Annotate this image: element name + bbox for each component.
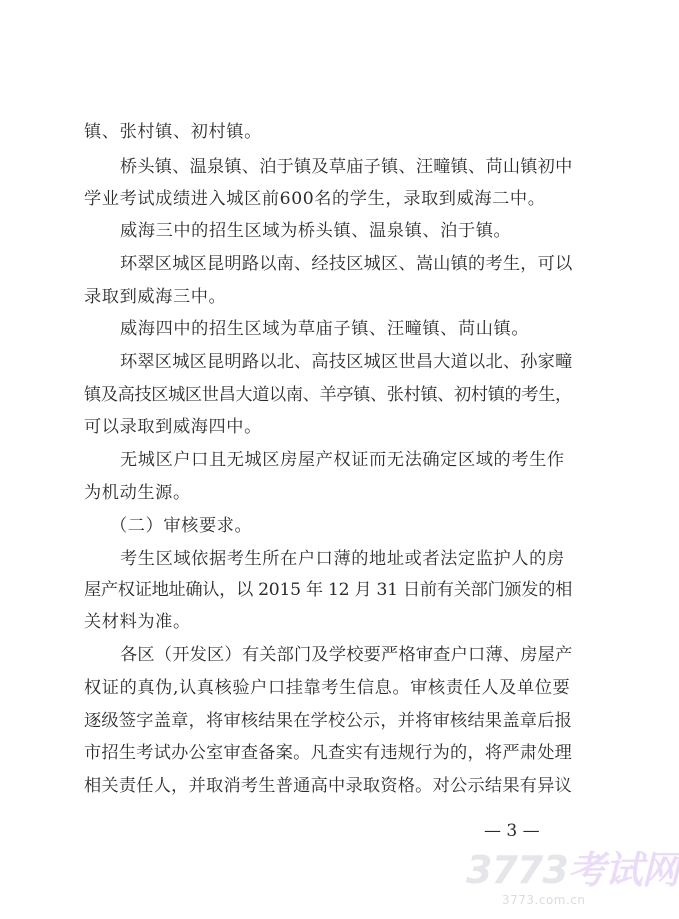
text-line: 环翠区城区昆明路以北、高技区城区世昌大道以北、孙家疃 <box>120 352 573 372</box>
text-line: 无城区户口且无城区房屋产权证而无法确定区域的考生作 <box>120 450 565 470</box>
text-line: 各区（开发区）有关部门及学校要严格审查户口薄、房屋产 <box>120 645 573 665</box>
text-line: 权证的真伪,认真核验户口挂靠考生信息。审核责任人及单位要 <box>84 678 571 698</box>
text-line: 为机动生源。 <box>84 483 191 503</box>
text-line: 镇、张村镇、初村镇。 <box>84 122 262 142</box>
text-line: 环翠区城区昆明路以南、经技区城区、嵩山镇的考生，可以 <box>120 254 573 274</box>
section-heading: （二）审核要求。 <box>110 516 253 536</box>
page-number: — 3 — <box>484 821 540 841</box>
text-line: 学业考试成绩进入城区前600名的学生，录取到威海二中。 <box>84 189 546 209</box>
text-line: 可以录取到威海四中。 <box>84 417 262 437</box>
text-line: 相关责任人，并取消考生普通高中录取资格。对公示结果有异议 <box>84 776 573 796</box>
text-line: 镇及高技区城区世昌大道以南、羊亭镇、张村镇、初村镇的考生， <box>84 385 572 405</box>
text-line: 关材料为准。 <box>84 612 191 632</box>
site-watermark <box>466 848 679 911</box>
watermark-url: 3773.com.cn <box>502 893 586 907</box>
watermark-digits: 3773 <box>466 848 568 892</box>
text-line: 威海三中的招生区域为桥头镇、温泉镇、泊于镇。 <box>120 221 512 241</box>
text-line: 桥头镇、温泉镇、泊于镇及草庙子镇、汪疃镇、苘山镇初中 <box>120 157 573 177</box>
text-line: 录取到威海三中。 <box>84 287 227 307</box>
text-line: 逐级签字盖章，将审核结果在学校公示，并将审核结果盖章后报 <box>84 711 573 731</box>
text-line: 屋产权证地址确认，以 2015 年 12 月 31 日前有关部门颁发的相 <box>84 580 572 600</box>
watermark-logo <box>466 849 679 891</box>
watermark-name: 考试网 <box>567 848 679 892</box>
text-line: 威海四中的招生区域为草庙子镇、汪疃镇、苘山镇。 <box>120 319 530 339</box>
text-line: 考生区域依据考生所在户口薄的地址或者法定监护人的房 <box>120 549 565 569</box>
text-line: 市招生考试办公室审查备案。凡查实有违规行为的，将严肃处理 <box>84 743 573 763</box>
